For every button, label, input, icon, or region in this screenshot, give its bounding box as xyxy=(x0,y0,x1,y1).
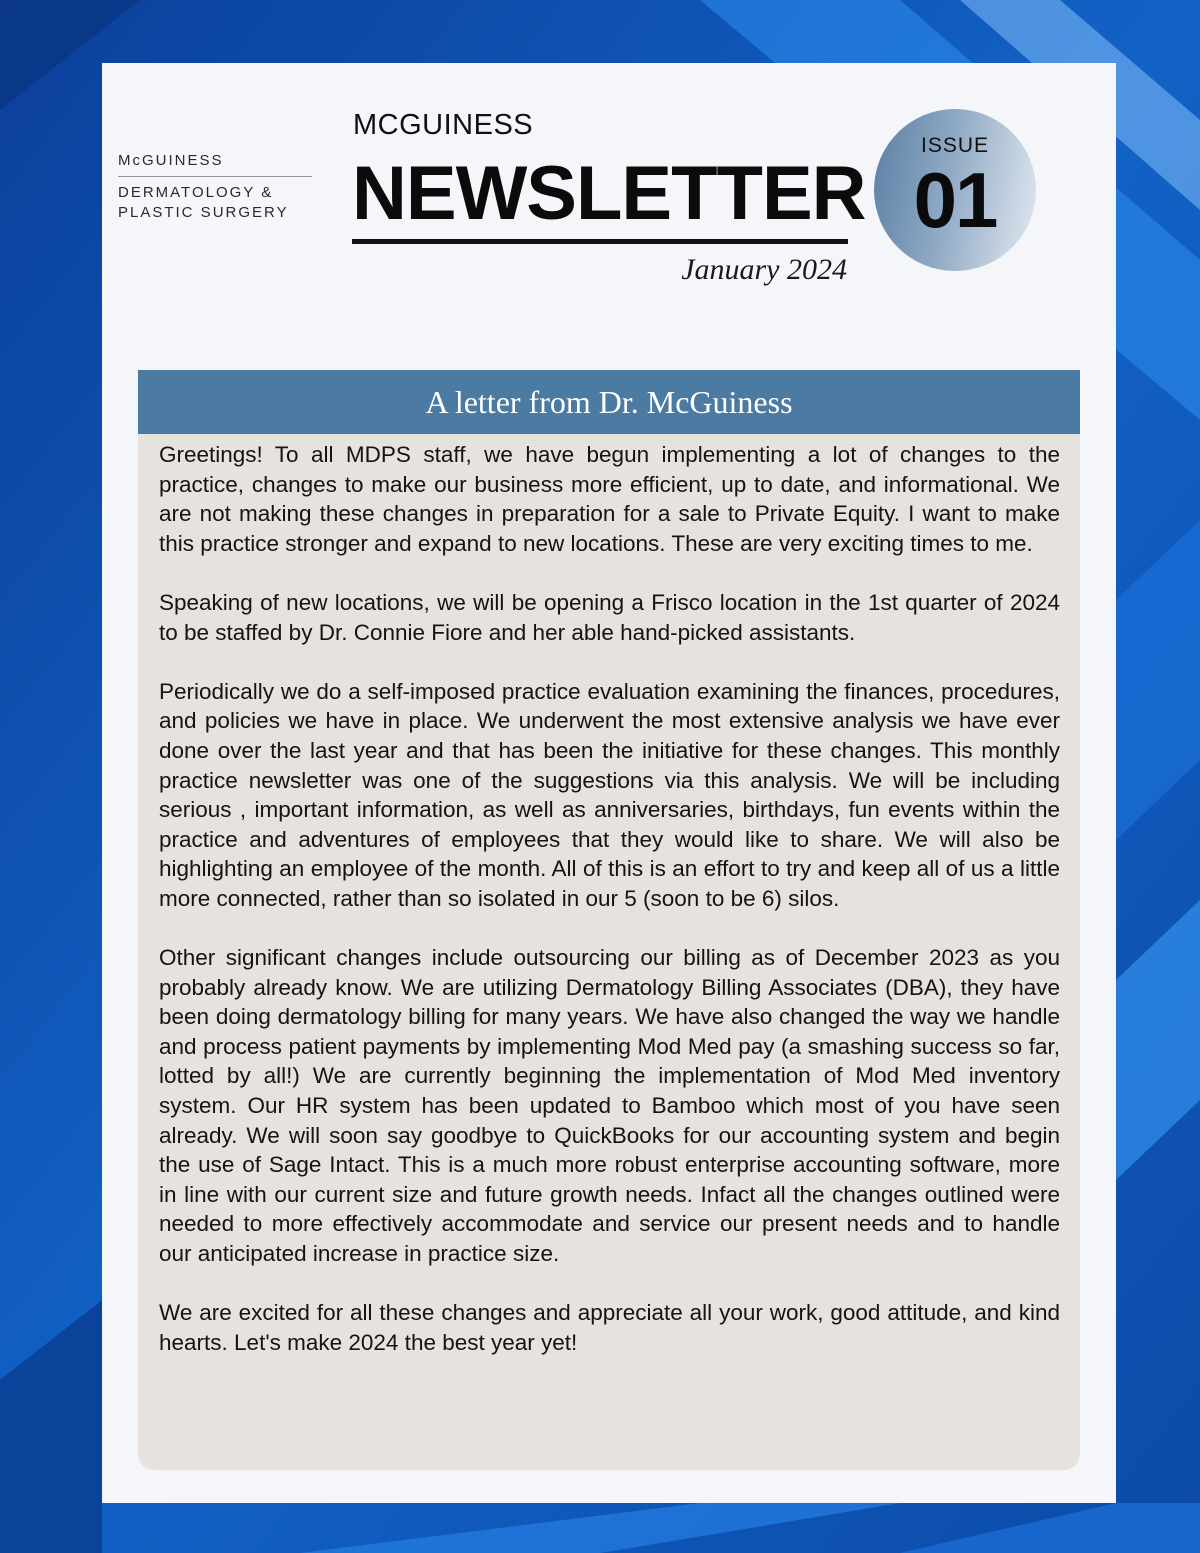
letter-paragraph: Greetings! To all MDPS staff, we have begun implementing a lot of changes to the practice, changes to make our business more efficient, up to date, and informational. We are not making these changes in preparation for a sale to Private Equity. I want to make this practice stronger and expand to new locations. These are very exciting times to me. xyxy=(159,442,1060,556)
masthead-kicker: MCGUINESS xyxy=(353,109,534,141)
letter-paragraph: Speaking of new locations, we will be opening a Frisco location in the 1st quarter of 2024 to be staffed by Dr. Connie Fiore and her able hand-picked assistants. xyxy=(159,589,1060,645)
section-title: A letter from Dr. McGuiness xyxy=(138,370,1080,434)
letter-body xyxy=(138,434,1080,1470)
letter-paragraph: Periodically we do a self-imposed practice evaluation examining the finances, procedures, and policies we have in place. We underwent the most extensive analysis we have ever done over the last year and that has been the initiative for these changes. This monthly practice newsletter was one of the suggestions via this analysis. We will be including serious , important information, as well as anniversaries, birthdays, fun events within the practice and adventures of employees that they would like to share. We will also be highlighting an employee of the month. All of this is an effort to try and keep all of us a little more connected, rather than so isolated in our 5 (soon to be 6) silos. xyxy=(159,678,1060,911)
letter-paragraph: We are excited for all these changes and appreciate all your work, good attitude, and kind hearts. Let's make 2024 the best year yet! xyxy=(159,1300,1060,1355)
practice-logo xyxy=(118,151,312,223)
practice-name: McGUINESS xyxy=(118,151,312,177)
issue-badge xyxy=(874,109,1036,271)
newsletter-page xyxy=(102,63,1116,1503)
masthead-divider xyxy=(352,239,848,244)
masthead-title: NEWSLETTER xyxy=(352,151,866,236)
issue-date: January 2024 xyxy=(681,253,847,286)
practice-subtitle-line2: PLASTIC SURGERY xyxy=(118,204,289,221)
letter-paragraph: Other significant changes include outsourcing our billing as of December 2023 as you probably already know. We are utilizing Dermatology Billing Associates (DBA), they have been doing dermatology billing for many years. We have also changed the way we handle and process patient payments by implementing Mod Med pay (a smashing success so far, lotted by all!) We are currently beginning the implementation of Mod Med inventory system. Our HR system has been updated to Bamboo which most of you have seen already. We will soon say goodbye to QuickBooks for our accounting system and begin the use of Sage Intact. This is a much more robust enterprise accounting software, more in line with our current size and future growth needs. Infact all the changes outlined were needed to more effectively accommodate and service our present needs and to handle our anticipated increase in practice size. xyxy=(159,945,1060,1267)
issue-number: 01 xyxy=(913,156,997,244)
practice-subtitle-line1: DERMATOLOGY & xyxy=(118,184,274,201)
issue-label: ISSUE xyxy=(920,134,990,157)
